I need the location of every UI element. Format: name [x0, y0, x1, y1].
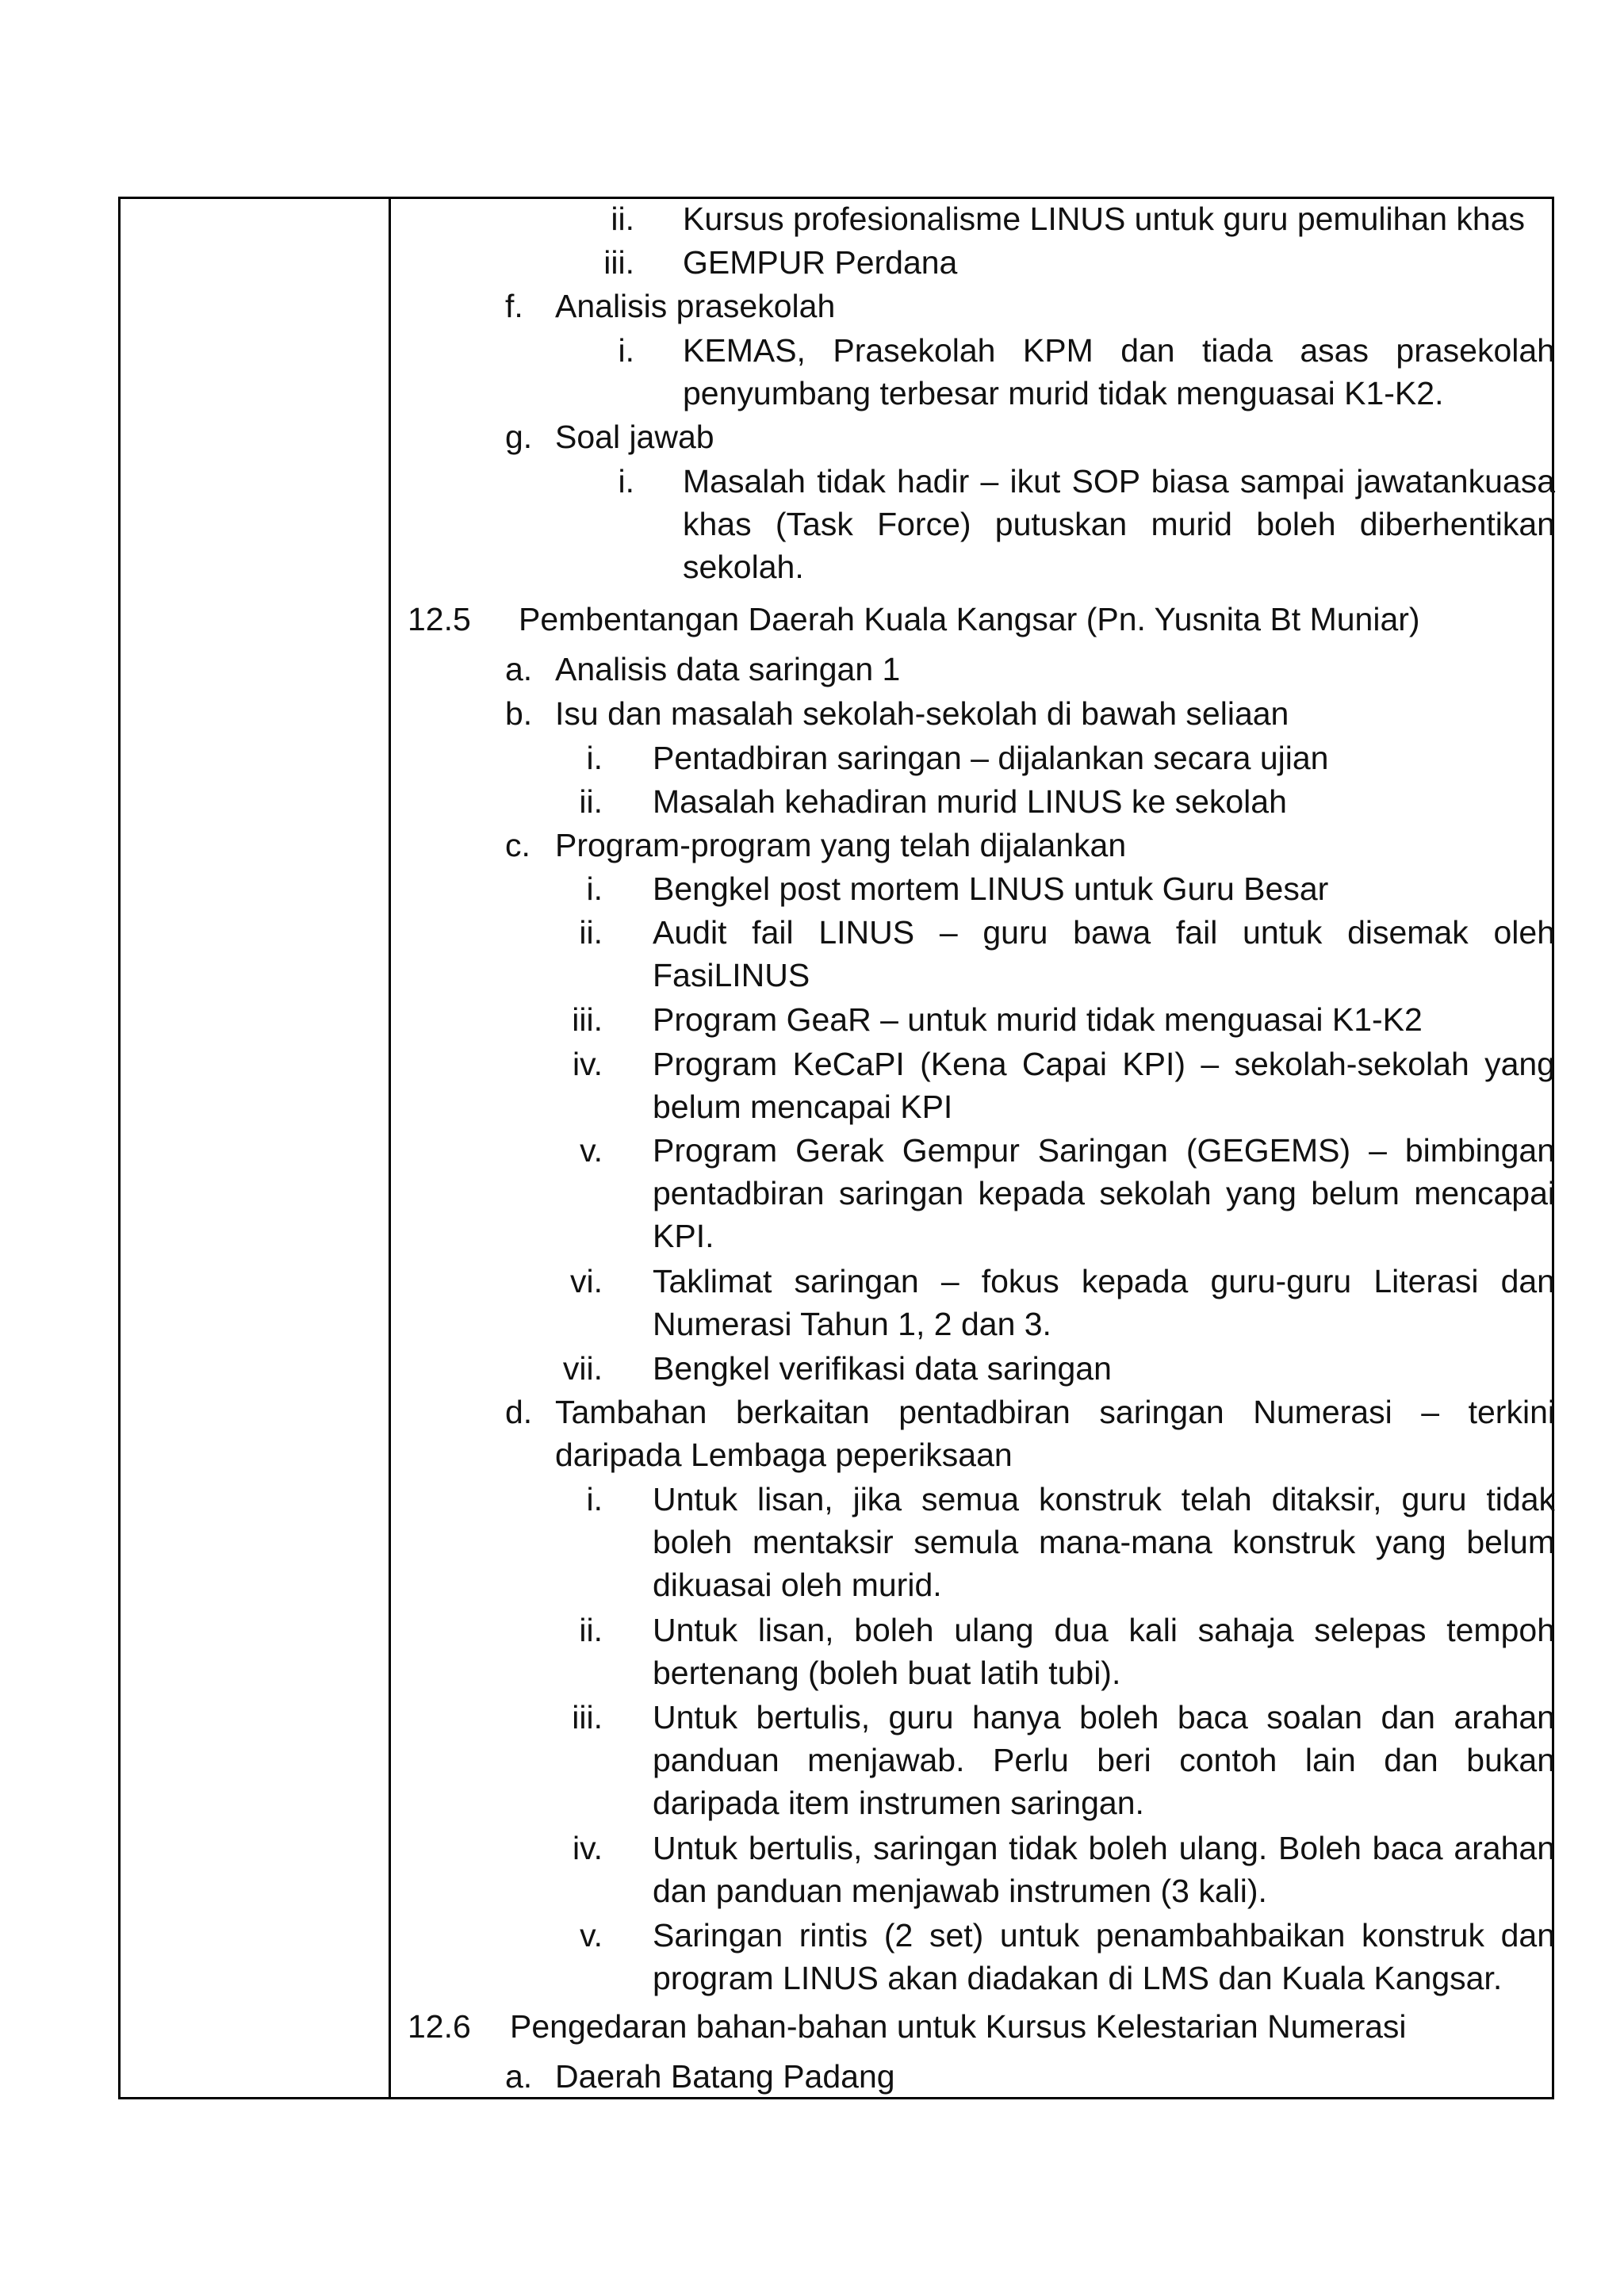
list-item-text: Bengkel verifikasi data saringan: [653, 1350, 1112, 1387]
list-item-text: Untuk lisan, boleh ulang dua kali sahaja selepas tempoh bertenang (boleh buat latih tubi).: [653, 1612, 1555, 1691]
list-item-text: Untuk bertulis, guru hanya boleh baca soalan dan arahan panduan menjawab. Perlu beri contoh lain dan bukan daripada item instrumen saringan.: [653, 1699, 1555, 1821]
list-number: i.: [586, 871, 603, 907]
sub-item-letter: b.: [505, 695, 533, 732]
list-number: ii.: [579, 914, 603, 951]
section-title: Pembentangan Daerah Kuala Kangsar (Pn. Yusnita Bt Muniar): [519, 601, 1420, 637]
sub-item-letter: g.: [505, 419, 533, 455]
sub-item-text: Daerah Batang Padang: [555, 2058, 895, 2095]
section-number: 12.5: [408, 601, 471, 637]
list-number: ii.: [579, 1612, 603, 1648]
sub-item-text: Tambahan berkaitan pentadbiran saringan Numerasi – terkini daripada Lembaga peperiksaan: [555, 1394, 1555, 1473]
list-number: ii.: [579, 783, 603, 820]
sub-item-letter: c.: [505, 827, 530, 863]
list-number: v.: [580, 1917, 603, 1954]
list-item-text: Kursus profesionalisme LINUS untuk guru pemulihan khas: [683, 201, 1525, 237]
sub-item-text: Program-program yang telah dijalankan: [555, 827, 1127, 863]
list-item-text: Program GeaR – untuk murid tidak menguasai K1-K2: [653, 1001, 1423, 1038]
list-number: iii.: [572, 1699, 603, 1735]
list-number: i.: [586, 740, 603, 776]
list-item-text: Untuk lisan, jika semua konstruk telah ditaksir, guru tidak boleh mentaksir semula mana-mana konstruk yang belum dikuasai oleh murid.: [653, 1481, 1555, 1603]
list-item-text: KEMAS, Prasekolah KPM dan tiada asas prasekolah penyumbang terbesar murid tidak menguasai K1-K2.: [683, 332, 1555, 411]
list-number: i.: [586, 1481, 603, 1517]
list-item-text: Bengkel post mortem LINUS untuk Guru Besar: [653, 871, 1329, 907]
list-number: vii.: [562, 1350, 603, 1387]
list-number: v.: [580, 1132, 603, 1169]
table-column-divider: [389, 197, 391, 2099]
list-item-text: Taklimat saringan – fokus kepada guru-guru Literasi dan Numerasi Tahun 1, 2 dan 3.: [653, 1263, 1555, 1342]
list-item-text: Audit fail LINUS – guru bawa fail untuk disemak oleh FasiLINUS: [653, 914, 1555, 993]
list-item-text: Saringan rintis (2 set) untuk penambahbaikan konstruk dan program LINUS akan diadakan di LMS dan Kuala Kangsar.: [653, 1917, 1555, 1996]
list-item-text: Program Gerak Gempur Saringan (GEGEMS) – bimbingan pentadbiran saringan kepada sekolah yang belum mencapai KPI.: [653, 1132, 1555, 1254]
list-item-text: Untuk bertulis, saringan tidak boleh ulang. Boleh baca arahan dan panduan menjawab instrumen (3 kali).: [653, 1830, 1555, 1909]
section-title: Pengedaran bahan-bahan untuk Kursus Kelestarian Numerasi: [510, 2008, 1407, 2045]
section-number: 12.6: [408, 2008, 471, 2045]
list-item-text: Masalah kehadiran murid LINUS ke sekolah: [653, 783, 1287, 820]
sub-item-text: Analisis data saringan 1: [555, 651, 901, 687]
sub-item-letter: a.: [505, 651, 533, 687]
sub-item-text: Isu dan masalah sekolah-sekolah di bawah seliaan: [555, 695, 1289, 732]
list-item-text: Pentadbiran saringan – dijalankan secara ujian: [653, 740, 1329, 776]
sub-item-text: Soal jawab: [555, 419, 714, 455]
sub-item-letter: a.: [505, 2058, 533, 2095]
list-number: i.: [618, 332, 634, 369]
sub-item-text: Analisis prasekolah: [555, 288, 836, 324]
list-number: iii.: [603, 244, 634, 281]
list-number: ii.: [611, 201, 634, 237]
list-number: i.: [618, 463, 634, 499]
list-item-text: GEMPUR Perdana: [683, 244, 958, 281]
sub-item-letter: f.: [505, 288, 523, 324]
list-number: vi.: [570, 1263, 603, 1299]
list-item-text: Masalah tidak hadir – ikut SOP biasa sampai jawatankuasa khas (Task Force) putuskan murid boleh diberhentikan sekolah.: [683, 463, 1555, 585]
list-number: iv.: [573, 1830, 603, 1866]
list-number: iii.: [572, 1001, 603, 1038]
list-number: iv.: [573, 1046, 603, 1082]
sub-item-letter: d.: [505, 1394, 533, 1430]
list-item-text: Program KeCaPI (Kena Capai KPI) – sekolah-sekolah yang belum mencapai KPI: [653, 1046, 1555, 1125]
